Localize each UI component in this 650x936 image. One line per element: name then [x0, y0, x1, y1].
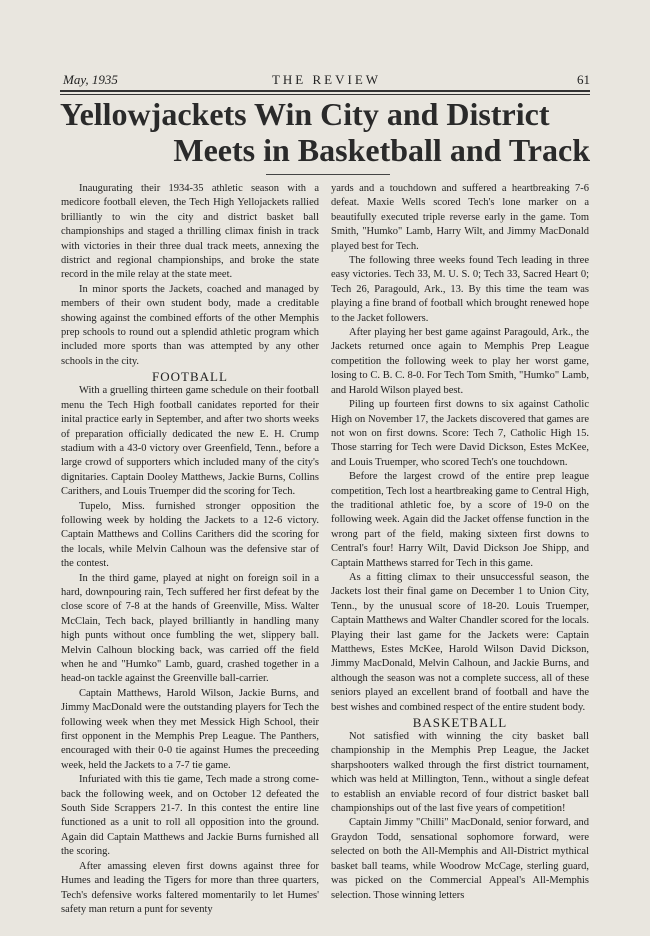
paragraph: In minor sports the Jackets, coached and managed by members of their own student body, made a creditable showing against the combined efforts of the other Memphis prep schools to round out a splendid athletic program which included more sports than was attempted by any other schools in the city.	[61, 283, 319, 367]
paragraph: After playing her best game against Paragould, Ark., the Jackets returned once again to Memphis Prep League competition the following week to play her worst game, losing to C. B. C. 8-0. For Tech Tom Smith, "Humko" Lamb, and Harold Wilson played best.	[331, 327, 589, 396]
paragraph: Captain Matthews, Harold Wilson, Jackie Burns, and Jimmy MacDonald were the outstanding players for Tech the following week when they met Messick High School, their first opponent in the Memphis Prep League. The Panthers, encouraged with their 0-0 tie against Humes the preceeding week, held the Jackets to a 7-7 tie game.	[61, 687, 319, 771]
paragraph: After amassing eleven first downs against three for Humes and leading the Tigers for more than three quarters, Tech's defensive works faltered momentarily to let Humes' safety man return a punt for seventy	[61, 860, 319, 915]
paragraph: As a fitting climax to their unsuccessful season, the Jackets lost their final game on December 1 to Union City, Tenn., by the unusual score of 18-20. Louis Truemper, Captain Matthews and Walter Chandler scored for the locals. Playing their last game for the Jackets were: Captain Matthews, Estes McKee, Harold Wilson David Dickson, Jimmy MacDonald, Melvin Calhoun, and Jackie Burns, and although the season was not a complete success, all of these seniors played an excellent brand of football and have the best wishes and combined respect of the entire student body.	[331, 571, 589, 713]
paragraph: Piling up fourteen first downs to six against Catholic High on November 17, the Jackets discovered that games are not won on first downs. Score: Tech 7, Catholic High 15. Those starring for Tech were David Dickson, Estes McKee, and Louis Truemper, who scored Tech's one touchdown.	[331, 399, 589, 468]
headline-divider	[266, 174, 390, 175]
running-header	[63, 72, 590, 90]
magazine-title: THE REVIEW	[271, 72, 382, 87]
page-number: 61	[577, 72, 590, 87]
paragraph: Infuriated with this tie game, Tech made a strong come-back the following week, and on October 12 defeated the South Side Scrappers 21-7. In this contest the entire line functioned as a unit to roll all opposition into the ground. Again did Captain Matthews and Jackie Burns furnished all the scoring.	[61, 774, 319, 858]
paragraph: Tupelo, Miss. furnished stronger opposition the following week by holding the Jackets to a 12-6 victory. Captain Matthews and Collins Carithers did the scoring for the locals, while Melvin Calhoun was the defensive star of the contest.	[61, 500, 319, 570]
right-column	[331, 182, 589, 903]
left-column	[61, 182, 319, 917]
headline-line-1: Yellowjackets Win City and District	[60, 96, 550, 132]
header-rule-thin	[60, 94, 590, 95]
paragraph: With a gruelling thirteen game schedule on their football menu the Tech High football canidates reported for their inital practice early in September, and after two shorts weeks of preparation officially dedicated the new E. H. Crump stadium with a 43-0 victory over Greenfield, Tenn., before a large crowd of supporters which included many of the city's dignitaries. Captain Dooley Matthews, Jackie Burns, Collins Carithers, and Louis Truemper did the scoring for Tech.	[61, 385, 319, 498]
paragraph: Inaugurating their 1934-35 athletic season with a medicore football eleven, the Tech High Yellojackets rallied brilliantly to win the city and district basket ball championships and staged a thrilling climax finish in track with victories in their three dual track meets, annexing the district and regional championships, and broke the state record in the mile relay at the state meet.	[61, 183, 319, 281]
header-rule-thick	[60, 90, 590, 92]
issue-date: May, 1935	[63, 72, 118, 87]
section-heading-basketball: BASKETBALL	[412, 715, 508, 731]
headline-line-2: Meets in Basketball and Track	[173, 132, 590, 168]
paragraph: Captain Jimmy "Chilli" MacDonald, senior forward, and Graydon Todd, sensational sophomore forward, were selected on both the All-Memphis and All-District mythical basket ball teams, while Woodrow McCage, sterling guard, was picked on the Commercial Appeal's All-Memphis selection. Those winning letters	[331, 817, 589, 901]
paragraph: yards and a touchdown and suffered a heartbreaking 7-6 defeat. Maxie Wells scored Tech's lone marker on a beautifully executed triple reverse early in the game. Tom Smith, "Humko" Lamb, Harry Wilt, and Jimmy MacDonald played best for Tech.	[331, 183, 589, 252]
paragraph: In the third game, played at night on foreign soil in a hard, downpouring rain, Tech suffered her first defeat by the close score of 7-8 at the hands of Greenville, Miss. Walter McClain, Tech back, played brilliantly in handling many high punts without once fumbling the wet, slippery ball. Melvin Calhoun blocking back, was carried off the field when he and "Humko" Lamb, guard, crashed together in a head-on tackle against the Greenville ball-carrier.	[61, 572, 319, 685]
paragraph: The following three weeks found Tech leading in three easy victories. Tech 33, M. U. S. 0; Tech 33, Sacred Heart 0; Tech 26, Paragould, Ark., 13. By this time the team was playing a fine brand of football which brought renewed hope to the Jacket followers.	[331, 255, 589, 324]
paragraph: Not satisfied with winning the city basket ball championship in the Memphis Prep League, the Jacket sharpshooters walked through the first district tournament, which was held at Millington, Tenn., without a single defeat to establish an enviable record of four district basket ball championships out of the last five years of competition!	[331, 731, 589, 815]
section-heading-football: FOOTBALL	[152, 369, 228, 385]
paragraph: Before the largest crowd of the entire prep league competition, Tech lost a heartbreaking game to Central High, the traditional athletic foe, by a score of 19-0 on the following week. Again did the Jacket offense function in the wrong part of the field, making sixteen first downs to Central's four! Harry Wilt, David Dickson Joe Shipp, and Captain Matthews starred for Tech in this game.	[331, 471, 589, 569]
article-headline	[60, 96, 590, 168]
